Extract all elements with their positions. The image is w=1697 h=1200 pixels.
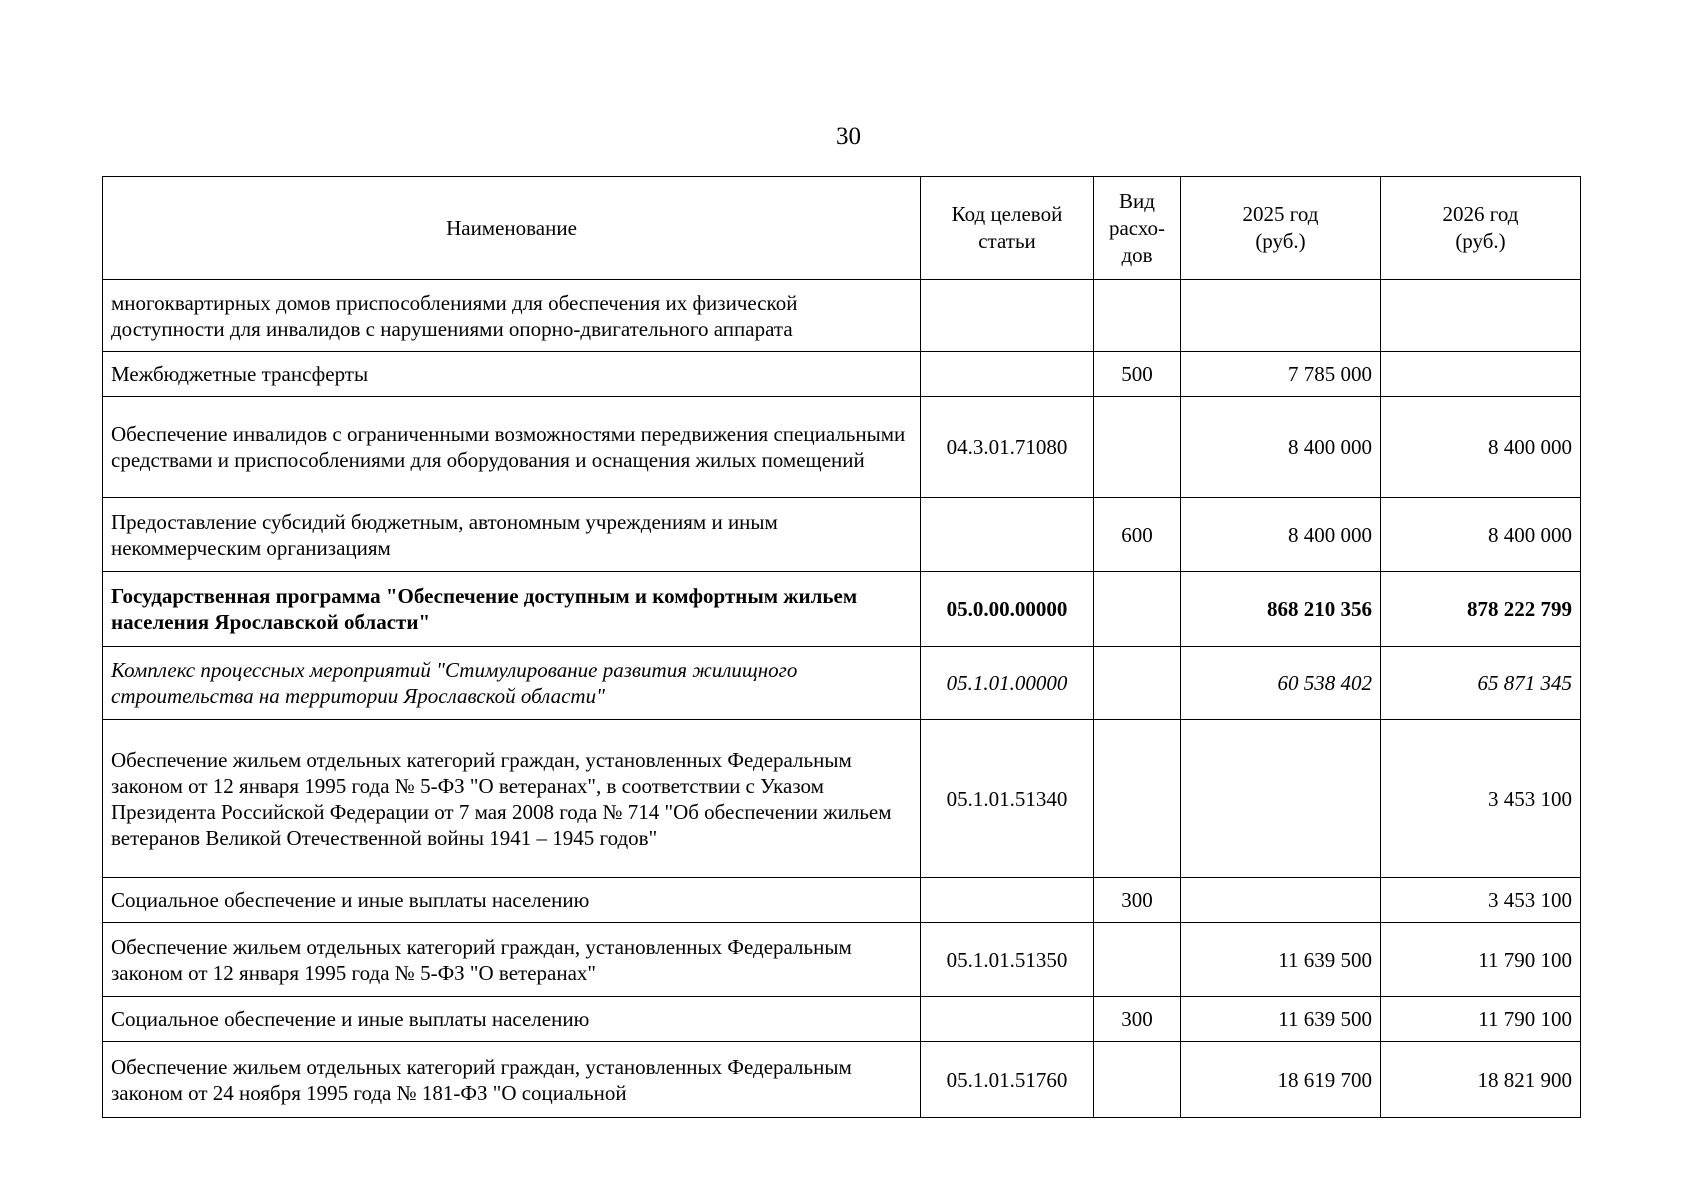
- table-row-program: [103, 572, 1581, 647]
- row-2026: 3 453 100: [1381, 878, 1581, 923]
- row-name: Межбюджетные трансферты: [103, 352, 921, 397]
- row-2026: 3 453 100: [1381, 720, 1581, 878]
- row-code: 05.1.01.51340: [921, 720, 1094, 878]
- table-row: [103, 280, 1581, 352]
- table-row: [103, 352, 1581, 397]
- row-2026: [1381, 352, 1581, 397]
- row-kind: 500: [1094, 352, 1181, 397]
- row-kind: [1094, 647, 1181, 720]
- row-name: Социальное обеспечение и иные выплаты населению: [103, 997, 921, 1042]
- row-code: 05.0.00.00000: [921, 572, 1094, 647]
- table-row: [103, 878, 1581, 923]
- row-name: Обеспечение жильем отдельных категорий граждан, установленных Федеральным законом от 12 января 1995 года № 5-ФЗ "О ветеранах", в соответствии с Указом Президента Российской Федерации от 7 мая 2008 года № 714 "Об обеспечении жильем ветеранов Великой Отечественной войны 1941 – 1945 годов": [103, 720, 921, 878]
- row-2025: 8 400 000: [1181, 498, 1381, 572]
- row-code: 05.1.01.51760: [921, 1042, 1094, 1118]
- row-name: Обеспечение жильем отдельных категорий граждан, установленных Федеральным законом от 12 января 1995 года № 5-ФЗ "О ветеранах": [103, 923, 921, 997]
- row-2026: 65 871 345: [1381, 647, 1581, 720]
- header-2025: 2025 год (руб.): [1181, 177, 1381, 280]
- row-code: [921, 498, 1094, 572]
- table-row: [103, 997, 1581, 1042]
- row-name: Комплекс процессных мероприятий "Стимулирование развития жилищного строительства на территории Ярославской области": [103, 647, 921, 720]
- table-row: [103, 498, 1581, 572]
- row-2025: [1181, 878, 1381, 923]
- row-2026: 11 790 100: [1381, 997, 1581, 1042]
- row-2025: 60 538 402: [1181, 647, 1381, 720]
- header-kind: Вид расхо- дов: [1094, 177, 1181, 280]
- header-code: Код целевой статьи: [921, 177, 1094, 280]
- row-2026: 8 400 000: [1381, 397, 1581, 498]
- row-code: [921, 878, 1094, 923]
- row-code: [921, 997, 1094, 1042]
- row-code: [921, 352, 1094, 397]
- table-row: [103, 397, 1581, 498]
- row-kind: [1094, 923, 1181, 997]
- row-2025: [1181, 280, 1381, 352]
- table-row-complex: [103, 647, 1581, 720]
- row-kind: 600: [1094, 498, 1181, 572]
- row-2025: [1181, 720, 1381, 878]
- budget-table: [102, 176, 1581, 1118]
- row-2025: 8 400 000: [1181, 397, 1381, 498]
- row-name: Государственная программа "Обеспечение доступным и комфортным жильем населения Ярославской области": [103, 572, 921, 647]
- row-kind: 300: [1094, 997, 1181, 1042]
- row-2026: 18 821 900: [1381, 1042, 1581, 1118]
- row-kind: [1094, 572, 1181, 647]
- row-name: Обеспечение жильем отдельных категорий граждан, установленных Федеральным законом от 24 ноября 1995 года № 181-ФЗ "О социальной: [103, 1042, 921, 1118]
- row-kind: 300: [1094, 878, 1181, 923]
- row-name: многоквартирных домов приспособлениями для обеспечения их физической доступности для инвалидов с нарушениями опорно-двигательного аппарата: [103, 280, 921, 352]
- row-name: Предоставление субсидий бюджетным, автономным учреждениям и иным некоммерческим организациям: [103, 498, 921, 572]
- row-2025: 11 639 500: [1181, 997, 1381, 1042]
- table-row: [103, 923, 1581, 997]
- row-kind: [1094, 1042, 1181, 1118]
- row-code: 05.1.01.51350: [921, 923, 1094, 997]
- table-row: [103, 720, 1581, 878]
- row-2026: 8 400 000: [1381, 498, 1581, 572]
- row-2025: 11 639 500: [1181, 923, 1381, 997]
- row-kind: [1094, 720, 1181, 878]
- table-row: [103, 1042, 1581, 1118]
- header-2026: 2026 год (руб.): [1381, 177, 1581, 280]
- row-name: Социальное обеспечение и иные выплаты населению: [103, 878, 921, 923]
- row-code: 05.1.01.00000: [921, 647, 1094, 720]
- row-code: 04.3.01.71080: [921, 397, 1094, 498]
- header-name: Наименование: [103, 177, 921, 280]
- row-2026: 11 790 100: [1381, 923, 1581, 997]
- row-2026: [1381, 280, 1581, 352]
- row-2025: 18 619 700: [1181, 1042, 1381, 1118]
- row-2025: 7 785 000: [1181, 352, 1381, 397]
- row-2025: 868 210 356: [1181, 572, 1381, 647]
- page-number: 30: [836, 123, 861, 150]
- row-code: [921, 280, 1094, 352]
- row-kind: [1094, 280, 1181, 352]
- row-2026: 878 222 799: [1381, 572, 1581, 647]
- row-name: Обеспечение инвалидов с ограниченными возможностями передвижения специальными средствами и приспособлениями для оборудования и оснащения жилых помещений: [103, 397, 921, 498]
- row-kind: [1094, 397, 1181, 498]
- table-header-row: [103, 177, 1581, 280]
